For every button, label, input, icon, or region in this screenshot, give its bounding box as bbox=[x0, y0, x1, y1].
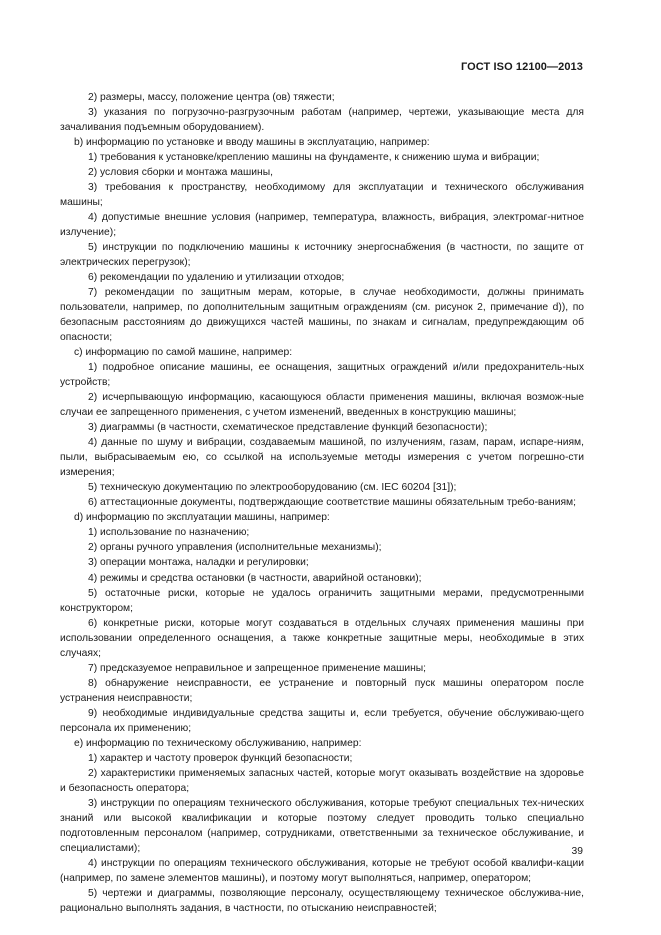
list-subitem: 6) рекомендации по удалению и утилизации отходов; bbox=[88, 272, 345, 284]
list-subitem: 4) режимы и средства остановки (в частности, аварийной остановки); bbox=[88, 572, 422, 584]
standard-header: ГОСТ ISO 12100—2013 bbox=[460, 61, 583, 73]
list-subitem: 7) предсказуемое неправильное и запрещенное применение машины; bbox=[88, 662, 427, 674]
list-subitem: 4) данные по шуму и вибрации, создаваемым машиной, по излучениям, газам, парам, испаре-ниям, пыли, выбрасываемым ею, со ссылкой на используемые методы измерения с учетом погрешно-сти измерения; bbox=[60, 437, 584, 479]
list-subitem: 3) требования к пространству, необходимому для эксплуатации и технического обслуживания машины; bbox=[60, 182, 584, 209]
list-subitem: 5) остаточные риски, которые не удалось ограничить защитными мерами, предусмотренными конструктором; bbox=[60, 587, 584, 614]
list-section-item: c) информацию по самой машине, например: bbox=[74, 347, 293, 359]
list-subitem: 2) характеристики применяемых запасных частей, которые могут оказывать воздействие на здоровье и безопасность оператора; bbox=[60, 767, 584, 794]
list-subitem: 3) диаграммы (в частности, схематическое представление функций безопасности); bbox=[88, 422, 488, 434]
list-subitem: 2) размеры, массу, положение центра (ов) тяжести; bbox=[88, 92, 335, 103]
list-subitem: 7) рекомендации по защитным мерам, которые, в случае необходимости, должны принимать пользователи, например, по дополнительным защитным ограждениям (см. рисунок 2, примечание d)), по безопасным расстояниям до движущихся частей машины, по знакам и сигналам, предупреждающим об опасности; bbox=[60, 287, 584, 344]
list-subitem: 5) инструкции по подключению машины к источнику энергоснабжения (в частности, по защите от электрических перегрузок); bbox=[60, 242, 584, 269]
list-subitem: 5) чертежи и диаграммы, позволяющие персоналу, осуществляющему техническое обслужива-ние, рационально выполнять задания, в частности, по отысканию неисправностей; bbox=[60, 887, 584, 914]
list-subitem: 3) инструкции по операциям технического обслуживания, которые требуют специальных тех-нических знаний или высокой квалификации и которые поэтому следует проводить только специально подготовленным персоналом (например, сотрудниками, ответственными за техническое обслуживание, и специалистами); bbox=[60, 797, 584, 854]
list-subitem: 3) указания по погрузочно-разгрузочным работам (например, чертежи, указывающие места для зачаливания подъемным оборудованием). bbox=[60, 107, 584, 134]
list-subitem: 1) использование по назначению; bbox=[88, 527, 250, 539]
list-subitem: 6) аттестационные документы, подтверждающие соответствие машины обязательным требо-ваниям; bbox=[88, 497, 576, 509]
list-subitem: 5) техническую документацию по электрооборудованию (см. IEC 60204 [31]); bbox=[88, 482, 457, 494]
document-body bbox=[60, 90, 584, 916]
list-subitem: 2) исчерпывающую информацию, касающуюся области применения машины, включая возмож-ные случаи ее запрещенного применения, с учетом изменений, введенных в конструкцию машины; bbox=[60, 392, 584, 419]
list-section-item: d) информацию по эксплуатации машины, например: bbox=[74, 512, 330, 524]
list-section-item: b) информацию по установке и вводу машины в эксплуатацию, например: bbox=[74, 137, 430, 149]
list-subitem: 8) обнаружение неисправности, ее устранение и повторный пуск машины оператором после устранения неисправности; bbox=[60, 677, 584, 704]
list-subitem: 3) операции монтажа, наладки и регулировки; bbox=[88, 557, 309, 569]
page-number: 39 bbox=[571, 846, 583, 857]
list-subitem: 6) конкретные риски, которые могут создаваться в отдельных случаях применения машины при использовании определенного оснащения, а также конкретные защитные меры, необходимые в этих случаях; bbox=[60, 617, 584, 659]
list-subitem: 1) характер и частоту проверок функций безопасности; bbox=[88, 752, 353, 764]
list-subitem: 4) инструкции по операциям технического обслуживания, которые не требуют особой квалифи-кации (например, по замене элементов машины), и поэтому могут выполняться, например, оператором; bbox=[60, 857, 584, 884]
list-subitem: 2) условия сборки и монтажа машины, bbox=[88, 167, 273, 179]
list-subitem: 1) требования к установке/креплению машины на фундаменте, к снижению шума и вибрации; bbox=[88, 152, 540, 164]
list-subitem: 9) необходимые индивидуальные средства защиты и, если требуется, обучение обслуживаю-щего персонала их применению; bbox=[60, 707, 584, 734]
list-section-item: e) информацию по техническому обслуживанию, например: bbox=[74, 737, 362, 749]
list-subitem: 1) подробное описание машины, ее оснащения, защитных ограждений и/или предохранитель-ных устройств; bbox=[60, 362, 584, 389]
list-subitem: 2) органы ручного управления (исполнительные механизмы); bbox=[88, 542, 382, 554]
list-subitem: 4) допустимые внешние условия (например, температура, влажность, вибрация, электромаг-нитное излучение); bbox=[60, 212, 584, 239]
